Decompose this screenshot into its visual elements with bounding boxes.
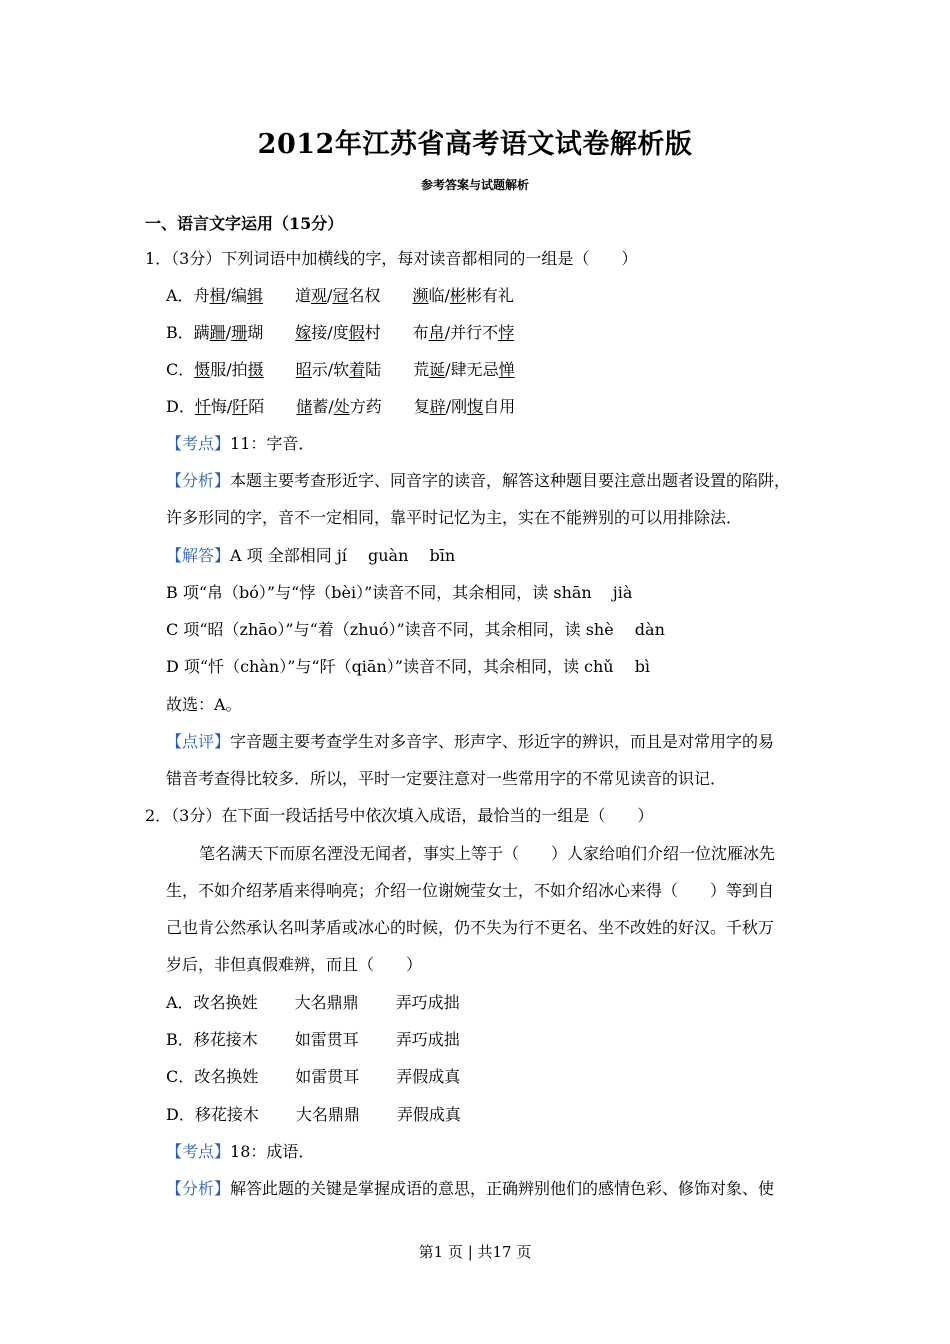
question-1-kaodian bbox=[166, 434, 314, 454]
option-label: D． bbox=[166, 397, 195, 416]
option-text: 示/软 bbox=[311, 360, 350, 379]
option-idiom-1: 移花接木 bbox=[193, 1030, 258, 1049]
option-text: /肆无忌 bbox=[445, 360, 499, 379]
section-heading: 一、语言文字运用（15分） bbox=[145, 214, 344, 233]
underlined-char: 慑 bbox=[194, 360, 211, 379]
underlined-char: 愎 bbox=[467, 397, 484, 416]
passage-line-4: 岁后，非但真假难辨，而且（ ） bbox=[166, 955, 423, 974]
dianping-tag: 【点评】 bbox=[166, 732, 231, 751]
page-subtitle: 参考答案与试题解析 bbox=[420, 178, 529, 192]
passage-line-3: 己也肯公然承认名叫茅盾或冰心的时候，仍不失为行不更名、坐不改姓的好汉。千秋万 bbox=[166, 918, 775, 937]
question-1-option-b bbox=[166, 323, 514, 343]
option-label: B． bbox=[166, 1030, 194, 1049]
option-idiom-3: 弄假成真 bbox=[396, 1105, 461, 1124]
option-text: 方药 复 bbox=[349, 397, 430, 416]
option-label: B． bbox=[166, 323, 194, 342]
question-1-jieda bbox=[166, 546, 455, 566]
option-text: /并行不 bbox=[444, 323, 499, 342]
option-idiom-3: 弄假成真 bbox=[396, 1067, 461, 1086]
underlined-char: 忏 bbox=[194, 397, 211, 416]
underlined-char: 珊 bbox=[231, 323, 248, 342]
kaodian-tag: 【考点】 bbox=[166, 1142, 231, 1161]
underlined-char: 惮 bbox=[498, 360, 515, 379]
option-text: 瑚 bbox=[247, 323, 296, 342]
jieda-tag: 【解答】 bbox=[166, 546, 231, 565]
option-text: 临/ bbox=[428, 286, 450, 305]
underlined-char: 储 bbox=[296, 397, 313, 416]
page-title: 2012年江苏省高考语文试卷解析版 bbox=[257, 129, 693, 160]
question-1-option-c bbox=[166, 360, 515, 380]
question-2-kaodian bbox=[166, 1142, 314, 1162]
jieda-line-d: D 项“忏（chàn）”与“阡（qiān）”读音不同，其余相同，读 chǔ bì bbox=[166, 657, 651, 676]
option-text: / bbox=[327, 286, 333, 305]
option-text: 名权 bbox=[348, 286, 413, 305]
underlined-char: 假 bbox=[348, 323, 365, 342]
underlined-char: 摄 bbox=[247, 360, 264, 379]
underlined-char: 着 bbox=[349, 360, 366, 379]
option-text: 蹒 bbox=[193, 323, 210, 342]
option-text: 服/拍 bbox=[210, 360, 248, 379]
option-text: /刚 bbox=[445, 397, 468, 416]
underlined-char: 彬 bbox=[449, 286, 466, 305]
option-idiom-2: 大名鼎鼎 bbox=[294, 993, 359, 1012]
question-1-dianping bbox=[166, 732, 774, 752]
kaodian-text: 18：成语． bbox=[230, 1142, 315, 1161]
underlined-char: 悖 bbox=[498, 323, 515, 342]
fenxi-tag: 【分析】 bbox=[166, 471, 231, 490]
option-text bbox=[264, 360, 296, 379]
option-idiom-2: 大名鼎鼎 bbox=[295, 1105, 360, 1124]
fenxi-tag: 【分析】 bbox=[166, 1179, 231, 1198]
option-text: 悔/ bbox=[210, 397, 233, 416]
option-idiom-1: 移花接木 bbox=[194, 1105, 259, 1124]
question-1-dianping-cont: 错音考查得比较多．所以，平时一定要注意对一些常用字的不常见读音的识记． bbox=[166, 769, 727, 788]
question-2-option-c bbox=[166, 1067, 460, 1087]
underlined-char: 帛 bbox=[428, 323, 445, 342]
jieda-line-c: C 项“昭（zhāo）”与“着（zhuó）”读音不同，其余相同，读 shè dàn bbox=[166, 620, 665, 639]
option-idiom-2: 如雷贯耳 bbox=[294, 1030, 359, 1049]
option-text: 彬有礼 bbox=[465, 286, 514, 305]
option-text: 村 布 bbox=[364, 323, 429, 342]
underlined-char: 跚 bbox=[209, 323, 226, 342]
underlined-char: 处 bbox=[333, 397, 350, 416]
page-footer: 第1 页 | 共17 页 bbox=[418, 1243, 532, 1261]
passage-line-1: 笔名满天下而原名湮没无闻者，事实上等于（ ）人家给咱们介绍一位沈雁冰先 bbox=[199, 844, 776, 863]
option-text: 接/度 bbox=[311, 323, 349, 342]
fenxi-text: 解答此题的关键是掌握成语的意思，正确辨别他们的感情色彩、修饰对象、使 bbox=[230, 1179, 775, 1198]
underlined-char: 阡 bbox=[232, 397, 249, 416]
option-label: A． bbox=[166, 286, 194, 305]
question-1-fenxi bbox=[166, 471, 790, 491]
option-text: 自用 bbox=[483, 397, 516, 416]
question-2-fenxi bbox=[166, 1179, 774, 1199]
underlined-char: 楫 bbox=[209, 286, 226, 305]
underlined-char: 濒 bbox=[412, 286, 429, 305]
underlined-char: 诞 bbox=[429, 360, 446, 379]
option-idiom-2: 如雷贯耳 bbox=[295, 1067, 360, 1086]
jieda-line-b: B 项“帛（bó）”与“悖（bèi）”读音不同，其余相同，读 shān jià bbox=[166, 583, 633, 602]
option-label: D． bbox=[166, 1105, 195, 1124]
option-label: C． bbox=[166, 1067, 195, 1086]
option-text: 陌 bbox=[248, 397, 297, 416]
option-idiom-3: 弄巧成拙 bbox=[395, 993, 460, 1012]
option-idiom-1: 改名换姓 bbox=[194, 1067, 259, 1086]
option-text: 道 bbox=[263, 286, 312, 305]
jieda-answer: 故选：A。 bbox=[166, 695, 242, 714]
question-2-option-b bbox=[166, 1030, 460, 1050]
underlined-char: 辟 bbox=[429, 397, 446, 416]
passage-line-2: 生，不如介绍茅盾来得响亮；介绍一位谢婉莹女士，不如介绍冰心来得（ ）等到自 bbox=[166, 881, 775, 900]
option-text: 蓄/ bbox=[312, 397, 334, 416]
question-1-option-a bbox=[166, 286, 514, 306]
dianping-text: 字音题主要考查学生对多音字、形声字、形近字的辨识，而且是对常用字的易 bbox=[230, 732, 775, 751]
option-label: C． bbox=[166, 360, 195, 379]
question-2-stem: 2．（3分）在下面一段话括号中依次填入成语，最恰当的一组是（ ） bbox=[145, 806, 654, 825]
underlined-char: 昭 bbox=[295, 360, 312, 379]
question-1-fenxi-cont: 许多形同的字，音不一定相同，靠平时记忆为主，实在不能辨别的可以用排除法． bbox=[166, 508, 743, 527]
underlined-char: 观 bbox=[311, 286, 328, 305]
jieda-text: A 项 全部相同 jí guàn bīn bbox=[230, 546, 456, 565]
option-idiom-1: 改名换姓 bbox=[193, 993, 258, 1012]
option-label: A． bbox=[166, 993, 194, 1012]
question-1-stem: 1．（3分）下列词语中加横线的字，每对读音都相同的一组是（ ） bbox=[145, 249, 638, 268]
option-text: / bbox=[225, 323, 232, 342]
option-idiom-3: 弄巧成拙 bbox=[395, 1030, 460, 1049]
underlined-char: 冠 bbox=[332, 286, 349, 305]
question-2-option-d bbox=[166, 1105, 461, 1125]
option-text: 舟 bbox=[193, 286, 210, 305]
question-2-option-a bbox=[166, 993, 460, 1013]
question-1-option-d bbox=[166, 397, 515, 417]
option-text: /编 bbox=[225, 286, 247, 305]
fenxi-text: 本题主要考查形近字、同音字的读音，解答这种题目要注意出题者设置的陷阱， bbox=[230, 471, 791, 490]
underlined-char: 辑 bbox=[247, 286, 264, 305]
underlined-char: 嫁 bbox=[295, 323, 312, 342]
kaodian-tag: 【考点】 bbox=[166, 434, 231, 453]
option-text: 陆 荒 bbox=[365, 360, 430, 379]
kaodian-text: 11：字音． bbox=[230, 434, 315, 453]
